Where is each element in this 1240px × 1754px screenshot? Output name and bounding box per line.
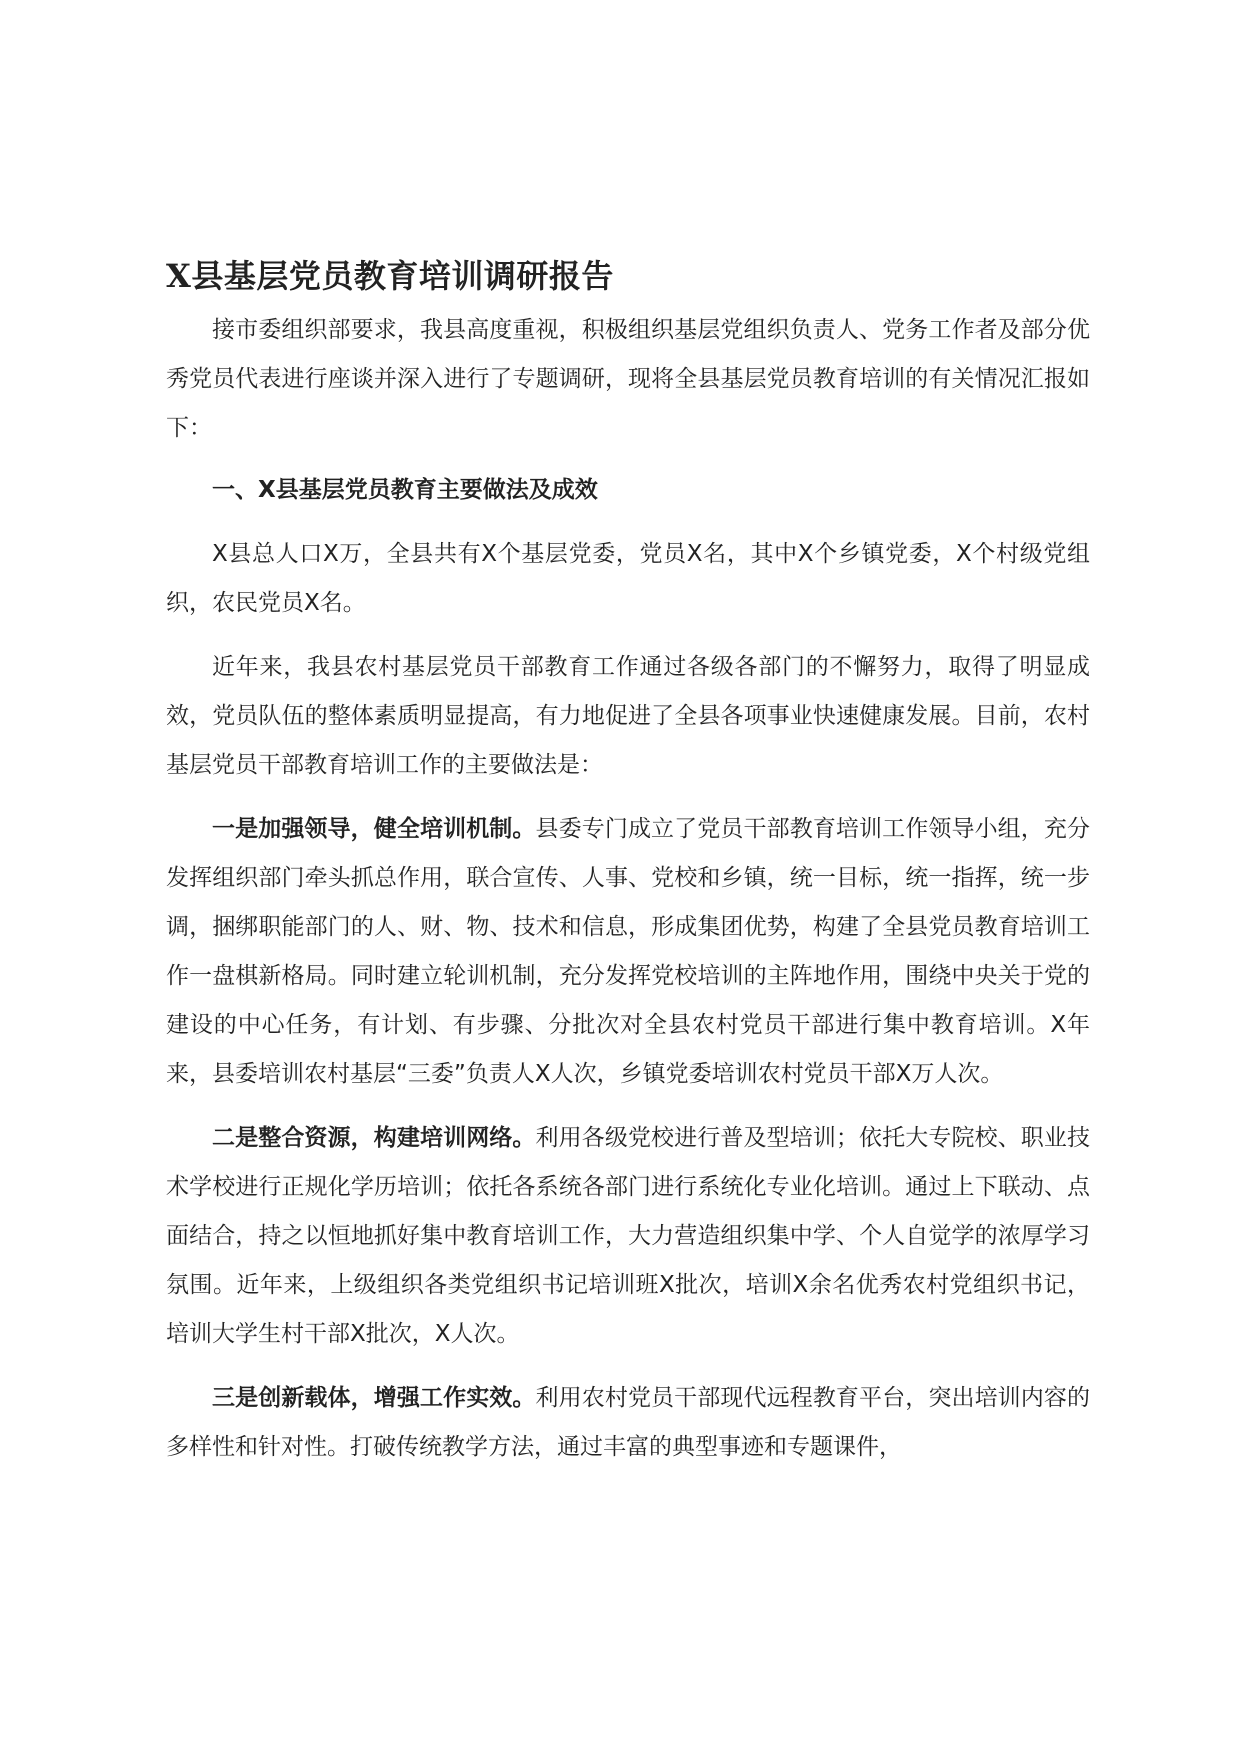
measure-paragraph-1 — [166, 805, 1090, 1099]
measure-lead-3: 三是创新载体，增强工作实效。 — [212, 1385, 536, 1411]
measure-lead-1: 一是加强领导，健全培训机制。 — [212, 816, 536, 842]
document-title: X县基层党员教育培训调研报告 — [166, 257, 614, 295]
measure-body-3: 利用农村党员干部现代远程教育平台，突出培训内容的多样性和针对性。打破传统教学方法，通过丰富的典型事迹和专题课件， — [166, 1385, 1091, 1460]
intro-paragraph: 接市委组织部要求，我县高度重视，积极组织基层党组织负责人、党务工作者及部分优秀党员代表进行座谈并深入进行了专题调研，现将全县基层党员教育培训的有关情况汇报如下： — [166, 317, 1090, 441]
progress-paragraph: 近年来，我县农村基层党员干部教育工作通过各级各部门的不懈努力，取得了明显成效，党员队伍的整体素质明显提高，有力地促进了全县各项事业快速健康发展。目前，农村基层党员干部教育培训工作的主要做法是： — [166, 654, 1090, 778]
document-body — [166, 252, 1090, 1472]
section-heading-1: 一、X县基层党员教育主要做法及成效 — [212, 477, 598, 503]
measure-lead-2: 二是整合资源，构建培训网络。 — [212, 1125, 536, 1151]
measure-paragraph-3 — [166, 1374, 1090, 1472]
overview-paragraph: X县总人口X万，全县共有X个基层党委，党员X名，其中X个乡镇党委，X个村级党组织，农民党员X名。 — [166, 541, 1090, 616]
measure-paragraph-2 — [166, 1114, 1090, 1359]
measure-body-2: 利用各级党校进行普及型培训；依托大专院校、职业技术学校进行正规化学历培训；依托各系统各部门进行系统化专业化培训。通过上下联动、点面结合，持之以恒地抓好集中教育培训工作，大力营造组织集中学、个人自觉学的浓厚学习氛围。近年来，上级组织各类党组织书记培训班X批次，培训X余名优秀农村党组织书记，培训大学生村干部X批次，X人次。 — [166, 1125, 1091, 1347]
measure-body-1: 县委专门成立了党员干部教育培训工作领导小组，充分发挥组织部门牵头抓总作用，联合宣传、人事、党校和乡镇，统一目标，统一指挥，统一步调，捆绑职能部门的人、财、物、技术和信息，形成集团优势，构建了全县党员教育培训工作一盘棋新格局。同时建立轮训机制，充分发挥党校培训的主阵地作用，围绕中央关于党的建设的中心任务，有计划、有步骤、分批次对全县农村党员干部进行集中教育培训。X年来，县委培训农村基层“三委”负责人X人次，乡镇党委培训农村党员干部X万人次。 — [166, 816, 1091, 1087]
